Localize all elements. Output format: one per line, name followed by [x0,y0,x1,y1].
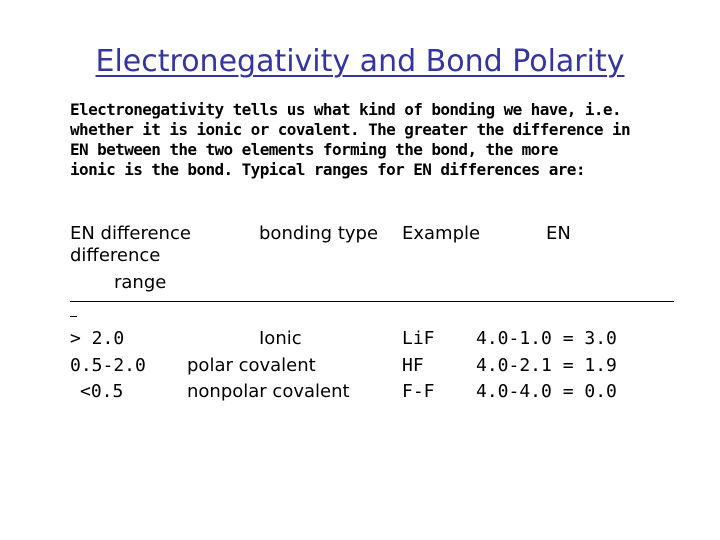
row-example: F-F [402,381,435,402]
row-en: 4.0-2.1 = 1.9 [476,355,617,376]
stray-dash [70,316,77,317]
row-en: 4.0-1.0 = 3.0 [476,328,617,349]
row-range: > 2.0 [70,328,125,349]
header-en-difference: EN difference [70,223,191,244]
row-example: LiF [402,328,435,349]
table-rule [70,301,674,302]
header-en: EN [546,223,571,244]
intro-paragraph [70,100,690,180]
row-bonding-type: Ionic [259,328,302,349]
row-bonding-type: polar covalent [187,355,316,376]
intro-line: EN between the two elements forming the bond, the more [70,140,558,159]
intro-line: whether it is ionic or covalent. The greater the difference in [70,120,631,139]
row-en: 4.0-4.0 = 0.0 [476,381,617,402]
header-example: Example [402,223,481,244]
intro-line: ionic is the bond. Typical ranges for EN differences are: [70,160,585,179]
header-difference: difference [70,245,161,266]
row-range: <0.5 [80,381,124,402]
row-bonding-type: nonpolar covalent [187,381,350,402]
header-range: range [114,272,167,293]
intro-line: Electronegativity tells us what kind of bonding we have, i.e. [70,100,622,119]
slide-title: Electronegativity and Bond Polarity [95,44,625,79]
row-range: 0.5-2.0 [70,355,146,376]
header-bonding-type: bonding type [259,223,379,244]
row-example: HF [402,355,424,376]
